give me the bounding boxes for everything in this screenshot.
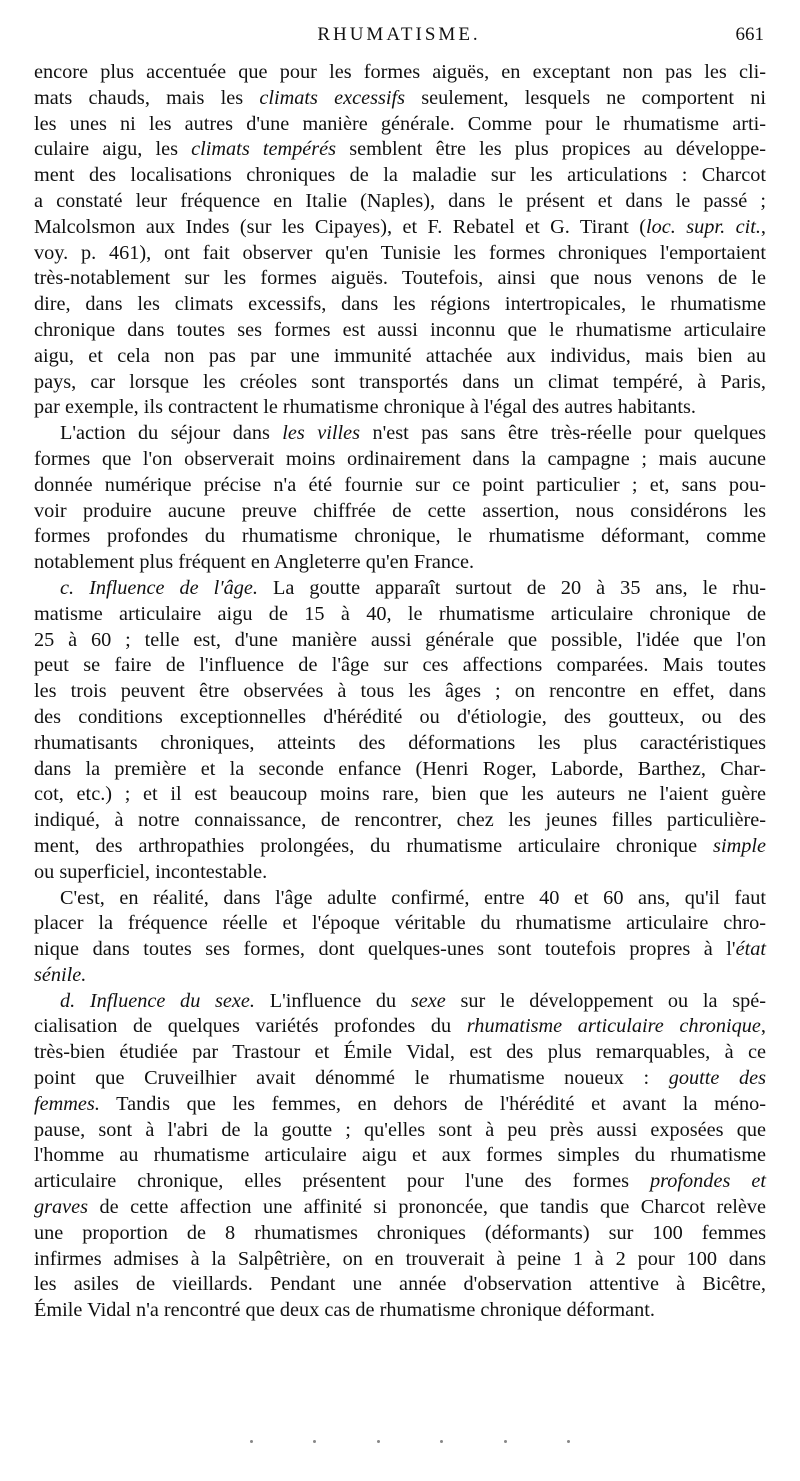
text-line <box>34 318 766 344</box>
text-run: point que Cruveilhier avait dénommé le rhumatisme noueux : <box>34 1067 669 1090</box>
text-run: culaire aigu, les <box>34 138 192 161</box>
text-line <box>34 1195 766 1221</box>
text-run: 25 à 60 ; telle est, d'une manière aussi générale que possible, l'idée que l'on <box>34 628 766 651</box>
text-run: rhumatisants chroniques, atteints des déformations les plus caractéristiques <box>34 731 766 754</box>
italic-text: climats tempérés <box>191 138 337 161</box>
text-run: pays, car lorsque les créoles sont transportés dans un climat tempéré, à Paris, <box>34 370 766 393</box>
text-run: les asiles de vieillards. Pendant une année d'observation attentive à Bicêtre, <box>34 1273 766 1296</box>
text-run: dans la première et la seconde enfance (Henri Roger, Laborde, Barthez, Char- <box>34 757 766 780</box>
text-run: voir produire aucune preuve chiffrée de cette assertion, nous considérons les <box>34 499 766 522</box>
italic-text: femmes. <box>34 1092 100 1115</box>
text-run: articulaire chronique, elles présentent pour l'une des formes <box>34 1170 650 1193</box>
speck <box>504 1440 507 1443</box>
text-run: L'action du séjour dans <box>60 422 283 445</box>
text-run: aigu, et cela non pas par une immunité attachée aux individus, mais bien au <box>34 344 766 367</box>
text-run: les unes ni les autres d'une manière générale. Comme pour le rhumatisme arti- <box>34 112 766 135</box>
text-run: infirmes admises à la Salpêtrière, on en trouverait à peine 1 à 2 pour 100 dans <box>34 1247 766 1270</box>
text-line <box>34 550 766 576</box>
text-run: matisme articulaire aigu de 15 à 40, le rhumatisme articulaire chronique de <box>34 602 766 625</box>
text-run: formes profondes du rhumatisme chronique, le rhumatisme déformant, comme <box>34 525 766 548</box>
text-line <box>34 421 766 447</box>
footer-specks <box>250 1440 570 1450</box>
text-line <box>34 1221 766 1247</box>
text-run: peut se faire de l'influence de l'âge sur ces affections comparées. Mais toutes <box>34 654 766 677</box>
text-run: voy. p. 461), ont fait observer qu'en Tunisie les formes chroniques l'emportaient <box>34 241 766 264</box>
running-head-title: RHUMATISME. <box>317 24 481 45</box>
text-line <box>34 834 766 860</box>
text-line <box>34 782 766 808</box>
text-line <box>34 989 766 1015</box>
text-line <box>34 447 766 473</box>
text-run: ou superficiel, incontestable. <box>34 860 268 883</box>
italic-text: climats excessifs <box>259 86 406 109</box>
text-line <box>34 1066 766 1092</box>
text-run: n'est pas sans être très-réelle pour quelques <box>360 422 766 445</box>
text-line <box>34 189 766 215</box>
text-line <box>34 215 766 241</box>
text-line <box>34 86 766 112</box>
text-line <box>34 731 766 757</box>
text-line <box>34 1298 766 1324</box>
text-line <box>34 911 766 937</box>
text-line <box>34 628 766 654</box>
speck <box>567 1440 570 1443</box>
text-line <box>34 1040 766 1066</box>
text-run: placer la fréquence réelle et l'époque véritable du rhumatisme articulaire chro- <box>34 912 766 935</box>
text-run: l'homme au rhumatisme articulaire aigu et aux formes simples du rhumatisme <box>34 1144 766 1167</box>
text-line <box>34 1143 766 1169</box>
paragraph <box>34 886 766 989</box>
text-line <box>34 60 766 86</box>
text-run: L'influence du <box>255 989 411 1012</box>
text-run: semblent être les plus propices au développe- <box>336 138 766 161</box>
text-run: ment, des arthropathies prolongées, du rhumatisme articulaire chronique <box>34 834 714 857</box>
italic-text: sénile. <box>34 963 87 986</box>
text-line <box>34 344 766 370</box>
italic-text: rhumatisme articulaire chronique <box>466 1015 761 1038</box>
text-run: de cette affection une affinité si prononcée, que tandis que Charcot relève <box>88 1196 766 1219</box>
text-run: donnée numérique précise n'a été fournie sur ce point particulier ; et, sans pou- <box>34 473 766 496</box>
text-line <box>34 499 766 525</box>
italic-text: profondes et <box>649 1170 766 1193</box>
text-run: cialisation de quelques variétés profondes du <box>34 1015 467 1038</box>
text-line <box>34 1169 766 1195</box>
text-run: indiqué, à notre connaissance, de rencontrer, chez les jeunes filles particulière- <box>34 809 766 832</box>
body-text <box>34 60 766 1324</box>
text-line <box>34 808 766 834</box>
paragraph <box>34 421 766 576</box>
text-run: ment des localisations chroniques de la maladie sur les articulations : Charcot <box>34 164 766 187</box>
text-line <box>34 679 766 705</box>
text-line <box>34 370 766 396</box>
paragraph <box>34 60 766 421</box>
text-run: cot, etc.) ; et il est beaucoup moins rare, bien que les auteurs ne l'aient guère <box>34 783 766 806</box>
text-run: sur le développement ou la spé- <box>445 989 767 1012</box>
text-line <box>34 1014 766 1040</box>
page-number: 661 <box>735 24 764 45</box>
text-run: très-bien étudiée par Trastour et Émile Vidal, est des plus remarquables, à ce <box>34 1041 766 1064</box>
text-line <box>34 937 766 963</box>
text-run: dire, dans les climats excessifs, dans les régions intertropicales, le rhumatisme <box>34 293 766 316</box>
italic-text: les villes <box>282 422 361 445</box>
text-line <box>34 1247 766 1273</box>
text-line <box>34 241 766 267</box>
text-line <box>34 653 766 679</box>
text-line <box>34 886 766 912</box>
speck <box>250 1440 253 1443</box>
text-run: très-notablement sur les formes aiguës. Toutefois, ainsi que nous venons de le <box>34 267 766 290</box>
text-line <box>34 705 766 731</box>
text-line <box>34 266 766 292</box>
italic-text: c. Influence de l'âge. <box>60 576 258 599</box>
text-line <box>34 137 766 163</box>
text-run: des conditions exceptionnelles d'hérédité ou d'étiologie, des goutteux, ou des <box>34 705 766 728</box>
text-run: a constaté leur fréquence en Italie (Naples), dans le présent et dans le passé ; <box>34 189 766 212</box>
text-line <box>34 292 766 318</box>
text-run: mats chauds, mais les <box>34 86 260 109</box>
running-head <box>34 24 764 52</box>
paragraph <box>34 989 766 1324</box>
text-line <box>34 860 766 886</box>
speck <box>377 1440 380 1443</box>
text-line <box>34 473 766 499</box>
text-line <box>34 757 766 783</box>
text-line <box>34 1118 766 1144</box>
italic-text: d. Influence du sexe. <box>60 989 256 1012</box>
italic-text: état <box>735 938 766 961</box>
italic-text: loc. supr. cit. <box>645 215 761 238</box>
text-run: encore plus accentuée que pour les formes aiguës, en exceptant non pas les cli- <box>34 61 766 83</box>
text-run: , <box>760 215 766 238</box>
text-line <box>34 602 766 628</box>
text-run: une proportion de 8 rhumatismes chroniques (déformants) sur 100 femmes <box>34 1221 766 1244</box>
paragraph <box>34 576 766 886</box>
speck <box>440 1440 443 1443</box>
text-run: nique dans toutes ses formes, dont quelques-unes sont toutefois propres à l' <box>34 938 736 961</box>
text-run: formes que l'on observerait moins ordinairement dans la campagne ; mais aucune <box>34 447 766 470</box>
italic-text: sexe <box>410 989 446 1012</box>
text-run: Tandis que les femmes, en dehors de l'hérédité et avant la méno- <box>99 1092 766 1115</box>
text-line <box>34 576 766 602</box>
italic-text: goutte des <box>668 1067 766 1090</box>
italic-text: graves <box>34 1196 89 1219</box>
text-run: les trois peuvent être observées à tous les âges ; on rencontre en effet, dans <box>34 680 766 703</box>
speck <box>313 1440 316 1443</box>
text-run: notablement plus fréquent en Angleterre qu'en France. <box>34 551 475 574</box>
text-line <box>34 112 766 138</box>
text-line <box>34 1272 766 1298</box>
text-run: , <box>760 1015 766 1038</box>
text-run: par exemple, ils contractent le rhumatisme chronique à l'égal des autres habitants. <box>34 396 696 419</box>
text-run: Émile Vidal n'a rencontré que deux cas de rhumatisme chronique déformant. <box>34 1299 655 1322</box>
italic-text: simple <box>713 834 766 857</box>
text-line <box>34 395 766 421</box>
text-line <box>34 524 766 550</box>
text-run: Malcolsmon aux Indes (sur les Cipayes), et F. Rebatel et G. Tirant ( <box>34 215 646 238</box>
text-line <box>34 1092 766 1118</box>
text-run: seulement, lesquels ne comportent ni <box>405 86 766 109</box>
text-run: pause, sont à l'abri de la goutte ; qu'elles sont à peu près aussi exposées que <box>34 1118 766 1141</box>
text-line <box>34 163 766 189</box>
text-run: La goutte apparaît surtout de 20 à 35 ans, le rhu- <box>258 576 766 599</box>
text-run: C'est, en réalité, dans l'âge adulte confirmé, entre 40 et 60 ans, qu'il faut <box>60 886 766 909</box>
text-run: chronique dans toutes ses formes est aussi inconnu que le rhumatisme articulaire <box>34 318 766 341</box>
text-line <box>34 963 766 989</box>
